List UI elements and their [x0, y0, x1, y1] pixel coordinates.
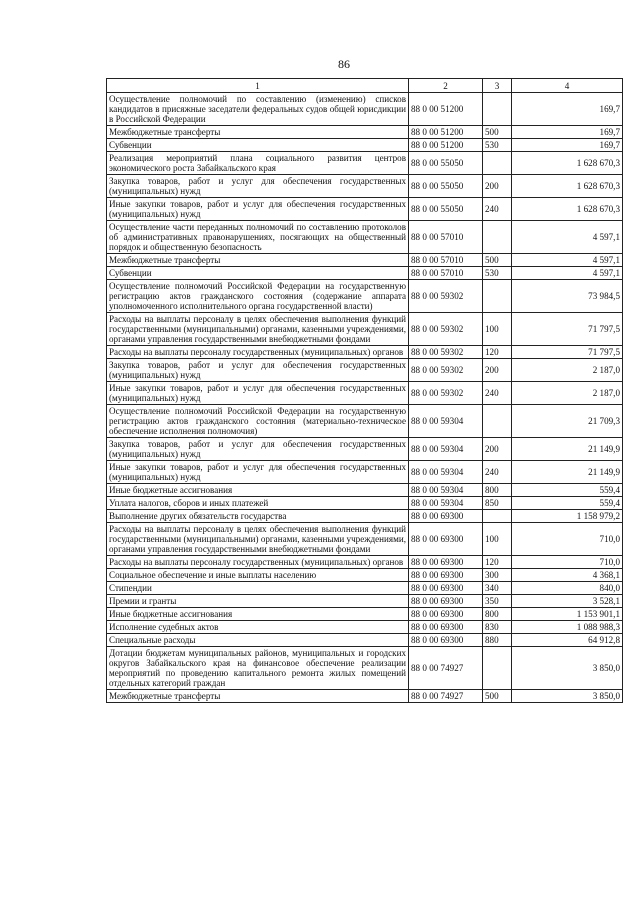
row-amount: 1 628 670,3	[512, 152, 623, 175]
table-row	[107, 267, 623, 280]
row-name: Субвенции	[107, 267, 409, 280]
table-row	[107, 595, 623, 608]
row-amount: 1 088 988,3	[512, 621, 623, 634]
row-expense-type: 530	[483, 139, 512, 152]
row-amount: 64 912,8	[512, 634, 623, 647]
row-expense-type	[483, 280, 512, 313]
row-expense-type: 100	[483, 523, 512, 556]
row-expense-type: 340	[483, 582, 512, 595]
row-expense-type: 100	[483, 313, 512, 346]
row-expense-type: 300	[483, 569, 512, 582]
row-expense-type	[483, 405, 512, 438]
row-name: Уплата налогов, сборов и иных платежей	[107, 497, 409, 510]
row-amount: 4 597,1	[512, 254, 623, 267]
row-expense-type	[483, 93, 512, 126]
row-code: 88 0 00 59302	[409, 280, 483, 313]
row-amount: 1 158 979,2	[512, 510, 623, 523]
row-amount: 559,4	[512, 484, 623, 497]
column-header: 2	[409, 79, 483, 93]
table-row	[107, 175, 623, 198]
row-code: 88 0 00 55050	[409, 175, 483, 198]
row-amount: 4 597,1	[512, 221, 623, 254]
row-amount: 3 850,0	[512, 690, 623, 703]
row-name: Реализация мероприятий плана социального развития центров экономического роста Забайкальского края	[107, 152, 409, 175]
table-row	[107, 523, 623, 556]
row-expense-type	[483, 221, 512, 254]
row-name: Стипендии	[107, 582, 409, 595]
row-name: Осуществление полномочий Российской Федерации на государственную регистрацию актов гражданского состояния (содержание аппарата уполномоченного исполнительного органа государственной власти)	[107, 280, 409, 313]
table-row	[107, 139, 623, 152]
column-header: 4	[512, 79, 623, 93]
row-amount: 710,0	[512, 523, 623, 556]
row-code: 88 0 00 74927	[409, 647, 483, 690]
table-row	[107, 93, 623, 126]
row-code: 88 0 00 59304	[409, 438, 483, 461]
row-expense-type: 500	[483, 690, 512, 703]
table-row	[107, 647, 623, 690]
row-code: 88 0 00 55050	[409, 152, 483, 175]
table-row	[107, 569, 623, 582]
column-header: 1	[107, 79, 409, 93]
row-code: 88 0 00 59302	[409, 313, 483, 346]
row-expense-type	[483, 510, 512, 523]
table-row	[107, 126, 623, 139]
row-code: 88 0 00 59304	[409, 461, 483, 484]
row-name: Иные бюджетные ассигнования	[107, 484, 409, 497]
row-name: Осуществление полномочий Российской Федерации на государственную регистрацию актов гражданского состояния (материально-техническое обеспечение исполнения полномочия)	[107, 405, 409, 438]
row-code: 88 0 00 57010	[409, 221, 483, 254]
table-row	[107, 556, 623, 569]
row-amount: 169,7	[512, 126, 623, 139]
row-amount: 710,0	[512, 556, 623, 569]
row-code: 88 0 00 69300	[409, 621, 483, 634]
row-amount: 71 797,5	[512, 346, 623, 359]
row-expense-type: 200	[483, 438, 512, 461]
row-amount: 840,0	[512, 582, 623, 595]
table-row	[107, 359, 623, 382]
row-code: 88 0 00 69300	[409, 523, 483, 556]
row-amount: 4 368,1	[512, 569, 623, 582]
table-row	[107, 221, 623, 254]
row-amount: 2 187,0	[512, 382, 623, 405]
row-name: Закупка товаров, работ и услуг для обеспечения государственных (муниципальных) нужд	[107, 438, 409, 461]
column-header: 3	[483, 79, 512, 93]
row-expense-type: 530	[483, 267, 512, 280]
row-name: Выполнение других обязательств государства	[107, 510, 409, 523]
row-code: 88 0 00 69300	[409, 608, 483, 621]
table-row	[107, 382, 623, 405]
table-row	[107, 346, 623, 359]
row-amount: 169,7	[512, 139, 623, 152]
row-code: 88 0 00 59304	[409, 497, 483, 510]
table-row	[107, 621, 623, 634]
row-name: Осуществление части переданных полномочий по составлению протоколов об административных правонарушениях, посягающих на общественный порядок и общественную безопасность	[107, 221, 409, 254]
row-code: 88 0 00 69300	[409, 569, 483, 582]
table-row	[107, 497, 623, 510]
row-expense-type	[483, 647, 512, 690]
row-expense-type: 830	[483, 621, 512, 634]
row-name: Иные закупки товаров, работ и услуг для обеспечения государственных (муниципальных) нужд	[107, 461, 409, 484]
row-expense-type: 200	[483, 175, 512, 198]
row-amount: 4 597,1	[512, 267, 623, 280]
row-name: Субвенции	[107, 139, 409, 152]
row-amount: 21 149,9	[512, 461, 623, 484]
row-code: 88 0 00 69300	[409, 582, 483, 595]
row-name: Иные бюджетные ассигнования	[107, 608, 409, 621]
row-name: Дотации бюджетам муниципальных районов, муниципальных и городских округов Забайкальского края на финансовое обеспечение реализации мероприятий по проведению капитального ремонта жилых помещений отдельных категорий граждан	[107, 647, 409, 690]
row-name: Расходы на выплаты персоналу в целях обеспечения выполнения функций государственными (муниципальными) органами, казенными учреждениями, органами управления государственными внебюджетными фондами	[107, 523, 409, 556]
row-expense-type: 800	[483, 608, 512, 621]
row-amount: 3 850,0	[512, 647, 623, 690]
row-name: Межбюджетные трансферты	[107, 254, 409, 267]
row-name: Премии и гранты	[107, 595, 409, 608]
table-row	[107, 438, 623, 461]
row-expense-type: 200	[483, 359, 512, 382]
row-name: Межбюджетные трансферты	[107, 690, 409, 703]
table-row	[107, 313, 623, 346]
table-row	[107, 582, 623, 595]
table-body	[107, 93, 623, 703]
row-expense-type: 120	[483, 556, 512, 569]
row-amount: 21 149,9	[512, 438, 623, 461]
row-amount: 71 797,5	[512, 313, 623, 346]
row-amount: 21 709,3	[512, 405, 623, 438]
row-expense-type: 120	[483, 346, 512, 359]
row-name: Исполнение судебных актов	[107, 621, 409, 634]
table-row	[107, 152, 623, 175]
row-name: Расходы на выплаты персоналу в целях обеспечения выполнения функций государственными (муниципальными) органами, казенными учреждениями, органами управления государственными внебюджетными фондами	[107, 313, 409, 346]
header-row	[107, 79, 623, 93]
row-amount: 2 187,0	[512, 359, 623, 382]
row-expense-type: 880	[483, 634, 512, 647]
row-expense-type: 240	[483, 198, 512, 221]
row-amount: 3 528,1	[512, 595, 623, 608]
table-row	[107, 405, 623, 438]
table-row	[107, 634, 623, 647]
row-amount: 559,4	[512, 497, 623, 510]
row-amount: 73 984,5	[512, 280, 623, 313]
row-expense-type: 350	[483, 595, 512, 608]
table-row	[107, 280, 623, 313]
row-amount: 1 153 901,1	[512, 608, 623, 621]
row-code: 88 0 00 59304	[409, 405, 483, 438]
row-name: Специальные расходы	[107, 634, 409, 647]
row-name: Иные закупки товаров, работ и услуг для обеспечения государственных (муниципальных) нужд	[107, 382, 409, 405]
row-expense-type: 240	[483, 382, 512, 405]
row-code: 88 0 00 51200	[409, 139, 483, 152]
row-code: 88 0 00 57010	[409, 267, 483, 280]
row-name: Социальное обеспечение и иные выплаты населению	[107, 569, 409, 582]
table-row	[107, 484, 623, 497]
table-row	[107, 608, 623, 621]
row-code: 88 0 00 51200	[409, 126, 483, 139]
row-name: Расходы на выплаты персоналу государственных (муниципальных) органов	[107, 346, 409, 359]
table-row	[107, 690, 623, 703]
row-code: 88 0 00 59304	[409, 484, 483, 497]
table-row	[107, 510, 623, 523]
row-code: 88 0 00 69300	[409, 595, 483, 608]
table-row	[107, 198, 623, 221]
budget-table	[106, 78, 623, 703]
row-code: 88 0 00 59302	[409, 382, 483, 405]
row-code: 88 0 00 57010	[409, 254, 483, 267]
row-expense-type: 800	[483, 484, 512, 497]
row-code: 88 0 00 74927	[409, 690, 483, 703]
row-name: Закупка товаров, работ и услуг для обеспечения государственных (муниципальных) нужд	[107, 359, 409, 382]
table-row	[107, 461, 623, 484]
row-code: 88 0 00 51200	[409, 93, 483, 126]
page-number: 86	[338, 57, 350, 71]
row-amount: 1 628 670,3	[512, 198, 623, 221]
row-code: 88 0 00 59302	[409, 346, 483, 359]
row-amount: 169,7	[512, 93, 623, 126]
row-name: Осуществление полномочий по составлению (изменению) списков кандидатов в присяжные заседатели федеральных судов общей юрисдикции в Российской Федерации	[107, 93, 409, 126]
row-code: 88 0 00 55050	[409, 198, 483, 221]
row-name: Расходы на выплаты персоналу государственных (муниципальных) органов	[107, 556, 409, 569]
table-row	[107, 254, 623, 267]
row-expense-type: 500	[483, 254, 512, 267]
row-code: 88 0 00 69300	[409, 556, 483, 569]
row-expense-type: 500	[483, 126, 512, 139]
row-code: 88 0 00 69300	[409, 634, 483, 647]
row-expense-type	[483, 152, 512, 175]
row-name: Иные закупки товаров, работ и услуг для обеспечения государственных (муниципальных) нужд	[107, 198, 409, 221]
row-expense-type: 850	[483, 497, 512, 510]
row-amount: 1 628 670,3	[512, 175, 623, 198]
row-code: 88 0 00 59302	[409, 359, 483, 382]
row-expense-type: 240	[483, 461, 512, 484]
row-name: Межбюджетные трансферты	[107, 126, 409, 139]
row-name: Закупка товаров, работ и услуг для обеспечения государственных (муниципальных) нужд	[107, 175, 409, 198]
row-code: 88 0 00 69300	[409, 510, 483, 523]
